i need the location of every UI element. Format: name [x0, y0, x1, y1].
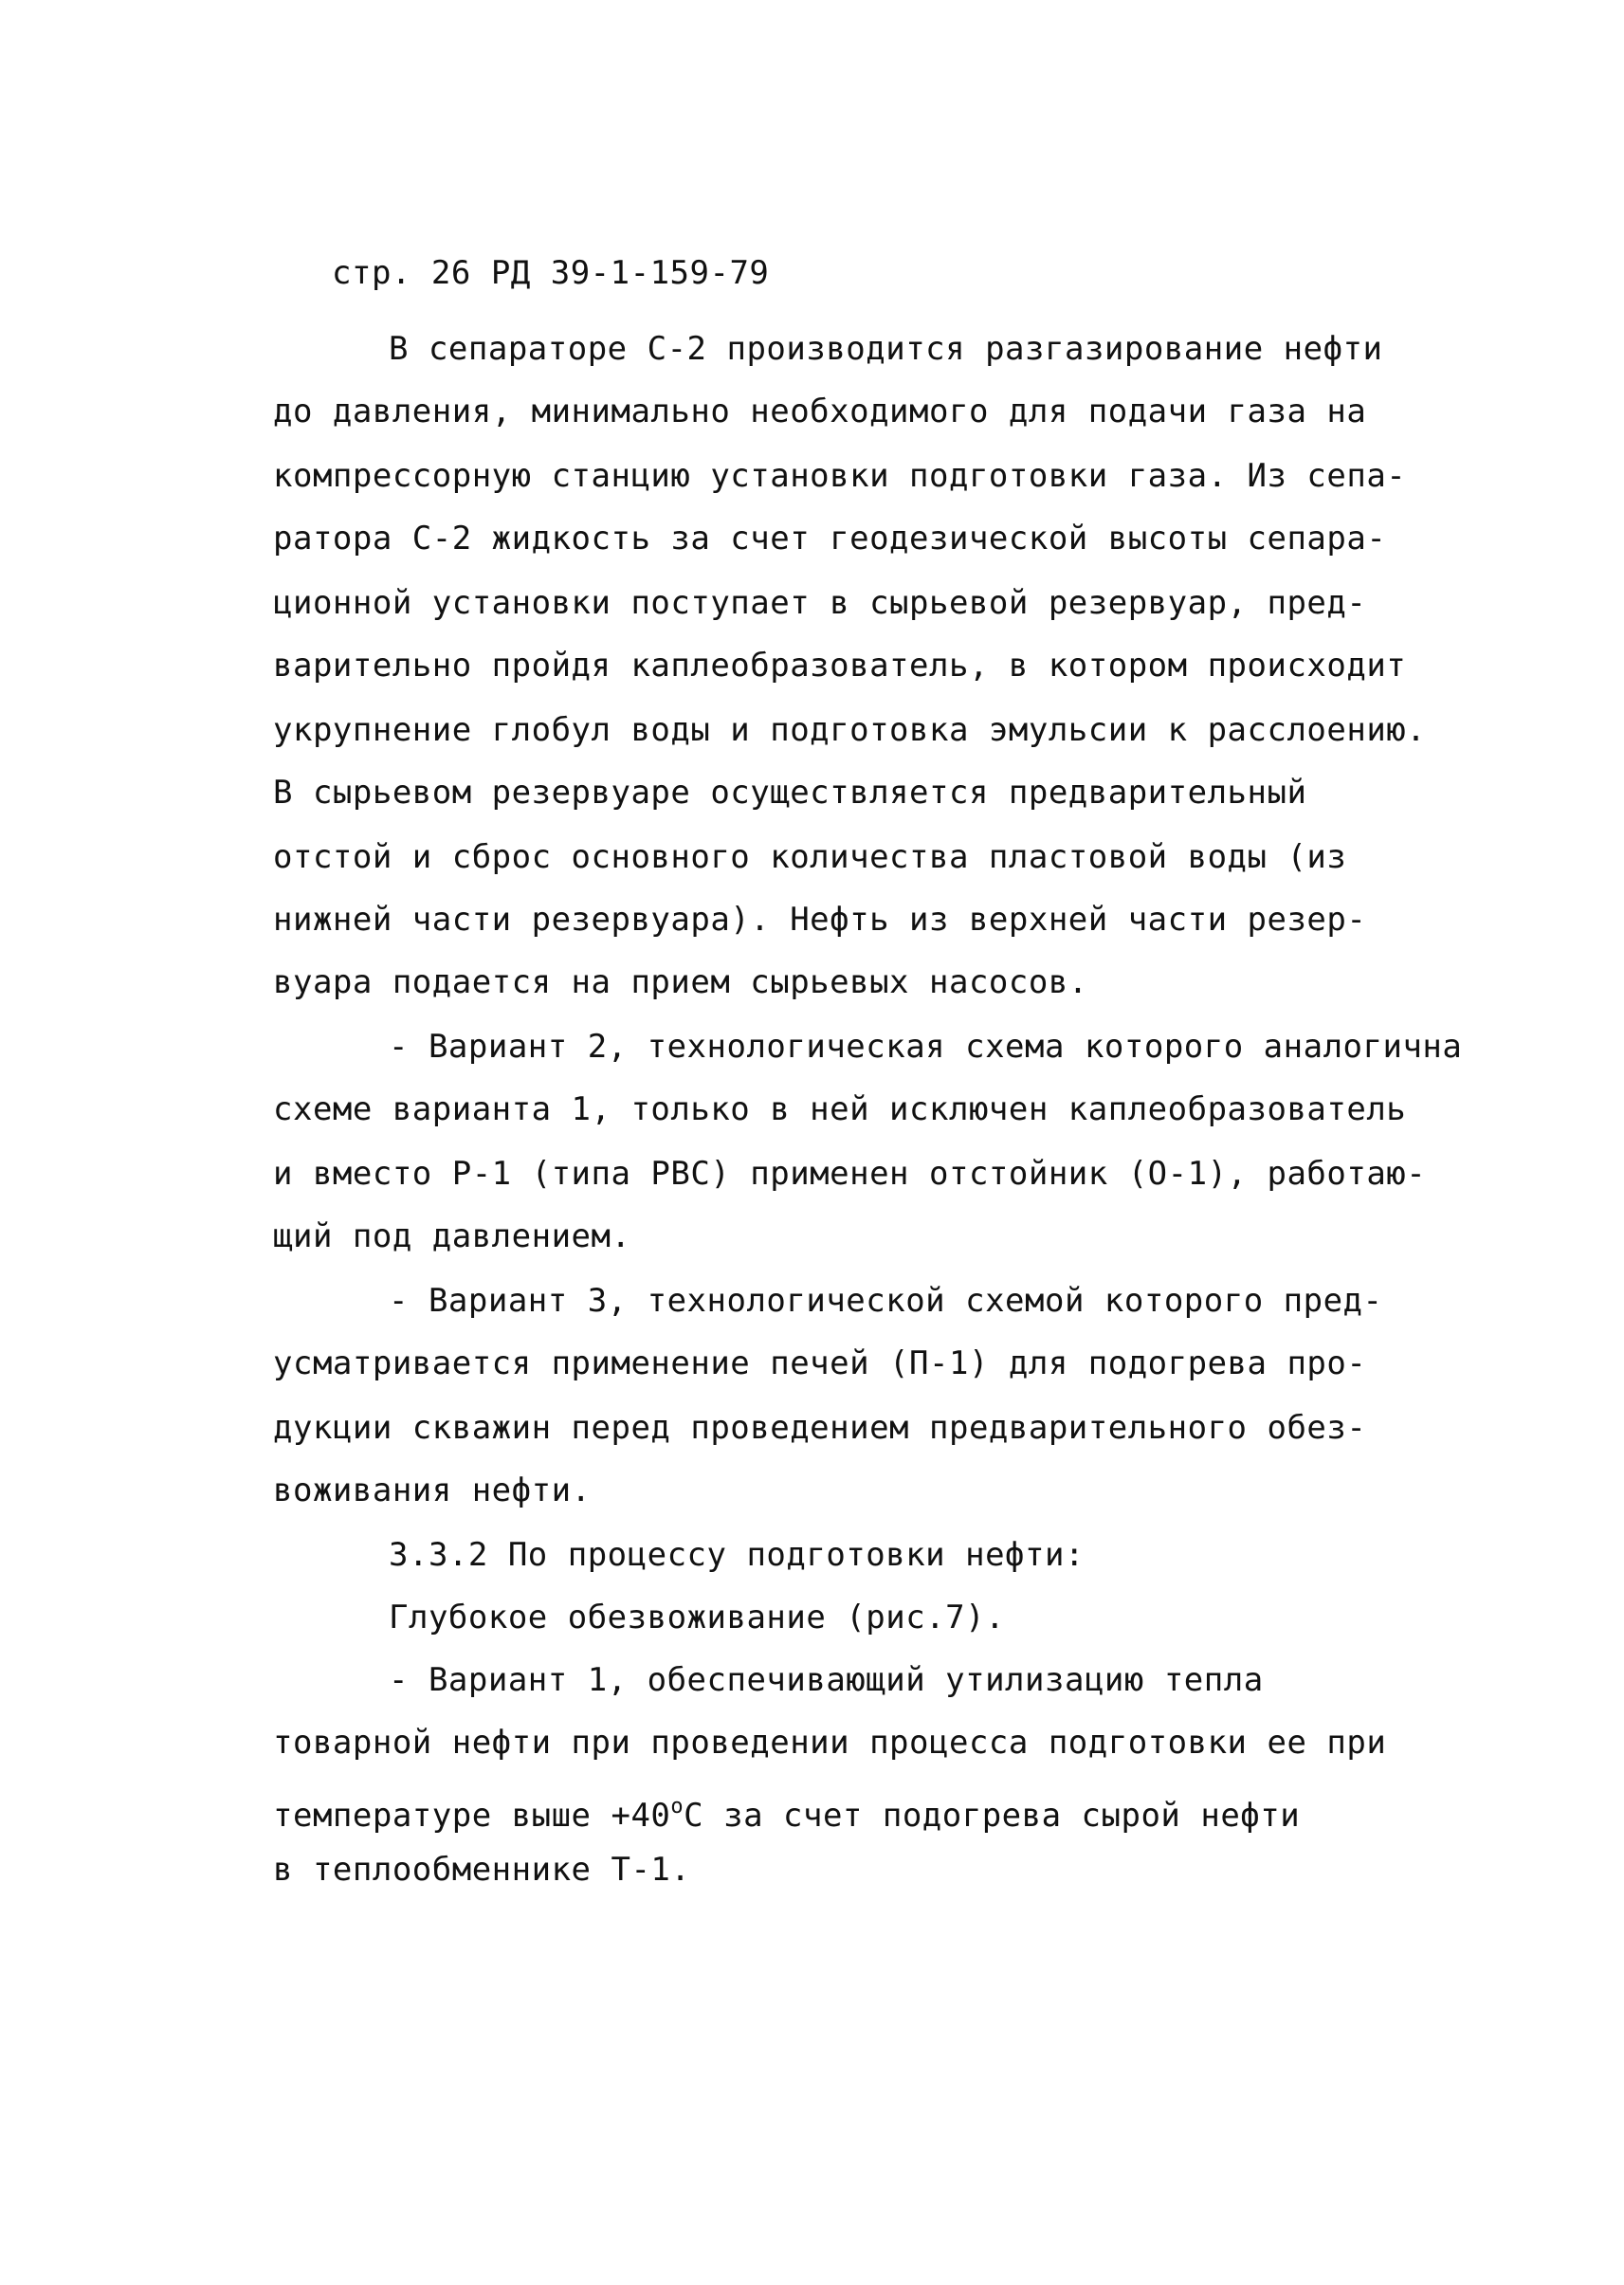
paragraph-line: варительно пройдя каплеобразователь, в котором происходит [273, 647, 1407, 685]
section-heading: 3.3.2 По процессу подготовки нефти: [389, 1536, 1085, 1574]
paragraph-line: товарной нефти при проведении процесса подготовки ее при [273, 1724, 1387, 1762]
paragraph-line: В сепараторе С-2 производится разгазирование нефти [389, 330, 1383, 368]
paragraph-line: щий под давлением. [273, 1217, 631, 1255]
paragraph-line: в теплообменнике Т-1. [273, 1851, 691, 1889]
degree-superscript: о [670, 1795, 684, 1819]
paragraph-line: усматривается применение печей (П-1) для подогрева про- [273, 1344, 1367, 1382]
paragraph-line: - Вариант 3, технологической схемой которого пред- [389, 1282, 1383, 1320]
paragraph-line: до давления, минимально необходимого для подачи газа на [273, 393, 1367, 430]
paragraph-line: нижней части резервуара). Нефть из верхней части резер- [273, 901, 1367, 939]
paragraph-line: В сырьевом резервуаре осуществляется предварительный [273, 774, 1307, 812]
paragraph-line [273, 1788, 1300, 1835]
temperature-tail: С за счет подогрева сырой нефти [684, 1797, 1301, 1835]
doc-code: РД 39-1-159-79 [490, 254, 770, 292]
paragraph-line: - Вариант 2, технологическая схема которого аналогична [389, 1028, 1463, 1066]
paragraph-line: дукции скважин перед проведением предварительного обез- [273, 1409, 1367, 1447]
page-label: стр. [332, 254, 411, 292]
page-number: 26 [430, 254, 471, 292]
temperature-text: температуре выше +40 [273, 1797, 671, 1835]
section-subtitle: Глубокое обезвоживание (рис.7). [389, 1599, 1006, 1636]
paragraph-line: воживания нефти. [273, 1472, 592, 1509]
paragraph-line: и вместо Р-1 (типа РВС) применен отстойник (О-1), работаю- [273, 1155, 1427, 1193]
paragraph-line: - Вариант 1, обеспечивающий утилизацию тепла [389, 1661, 1264, 1699]
paragraph-line: укрупнение глобул воды и подготовка эмульсии к расслоению. [273, 711, 1427, 749]
paragraph-line: отстой и сброс основного количества пластовой воды (из [273, 838, 1347, 876]
paragraph-line: схеме варианта 1, только в ней исключен каплеобразователь [273, 1090, 1407, 1128]
paragraph-line: ратора С-2 жидкость за счет геодезической высоты сепара- [273, 520, 1387, 558]
paragraph-line: вуара подается на прием сырьевых насосов. [273, 963, 1088, 1001]
page-header [332, 254, 769, 292]
paragraph-line: ционной установки поступает в сырьевой резервуар, пред- [273, 584, 1367, 622]
paragraph-line: компрессорную станцию установки подготовки газа. Из сепа- [273, 457, 1407, 495]
